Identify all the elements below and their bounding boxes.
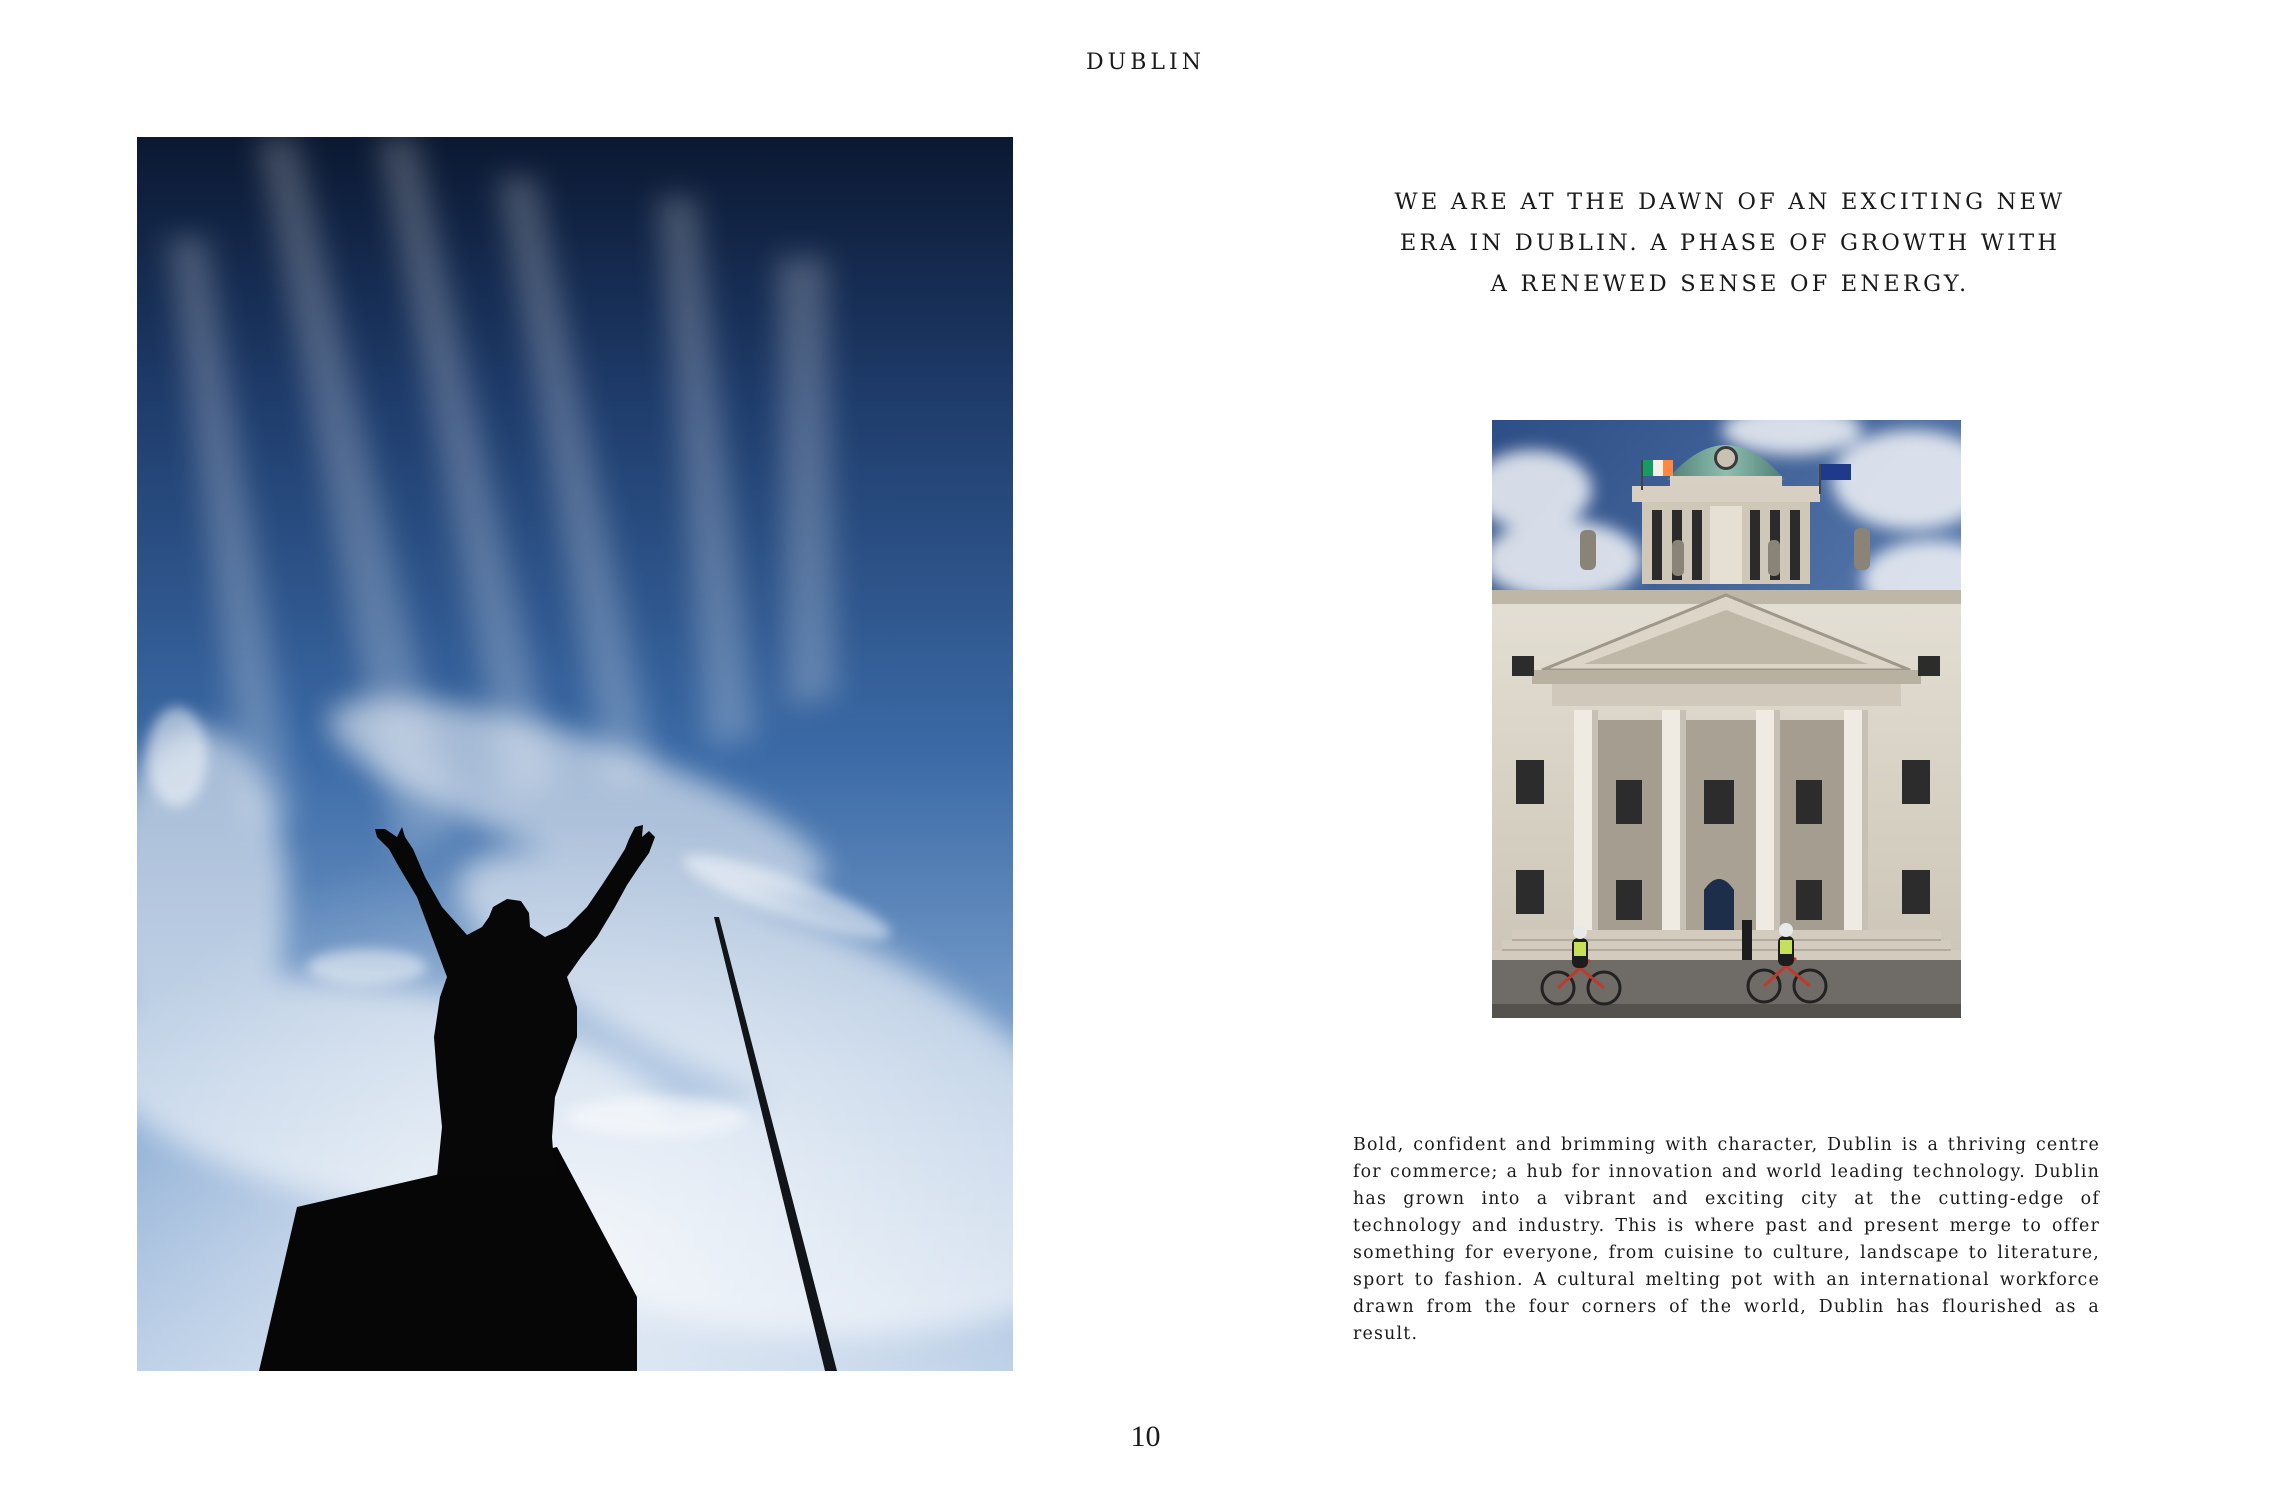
custom-house-photo	[1492, 420, 1961, 1018]
headline-quote	[1305, 182, 2155, 305]
statue-photo	[137, 137, 1013, 1371]
headline-line: ERA IN DUBLIN. A PHASE OF GROWTH WITH	[1399, 230, 2061, 256]
headline-line: A RENEWED SENSE OF ENERGY.	[1490, 271, 1970, 297]
headline-line: WE ARE AT THE DAWN OF AN EXCITING NEW	[1394, 189, 2066, 215]
body-paragraph: Bold, confident and brimming with character, Dublin is a thriving centre for commerce; a hub for innovation and world leading technology. Dublin has grown into a vibrant and exciting city at the cutting-edge of technology and industry. This is where past and present merge to offer something for everyone, from cuisine to culture, landscape to literature, sport to fashion. A cultural melting pot with an international workforce drawn from the four corners of the world, Dublin has flourished as a result.	[1353, 1135, 2100, 1344]
page-number: 10	[1130, 1420, 1161, 1453]
page-header-title: DUBLIN	[1086, 50, 1205, 75]
